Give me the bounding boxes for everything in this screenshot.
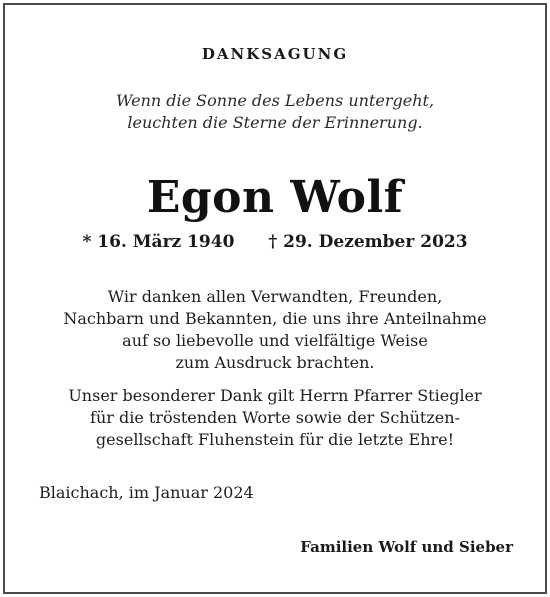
thanks-line: zum Ausdruck brachten. [175,353,375,372]
special-thanks-line: gesellschaft Fluhenstein für die letzte Ehre! [95,430,455,449]
thanks-line: Wir danken allen Verwandten, Freunden, [107,287,443,306]
family-signature: Familien Wolf und Sieber [300,538,513,556]
special-thanks-line: Unser besonderer Dank gilt Herrn Pfarrer Stiegler [68,386,482,405]
deceased-name: Egon Wolf [146,172,404,223]
death-date: † 29. Dezember 2023 [268,232,468,252]
life-dates [0,232,550,252]
quote-line: Wenn die Sonne des Lebens untergeht, [115,91,435,110]
special-thanks-line: für die tröstenden Worte sowie der Schützen- [90,408,460,427]
thanks-line: auf so liebevolle und vielfältige Weise [122,331,428,350]
place-and-date: Blaichach, im Januar 2024 [39,483,254,502]
thanks-paragraph [0,286,550,374]
memorial-quote [0,90,550,134]
special-thanks-paragraph [0,385,550,451]
thanks-line: Nachbarn und Bekannten, die uns ihre Anteilnahme [63,309,487,328]
quote-line: leuchten die Sterne der Erinnerung. [127,113,423,132]
notice-heading: DANKSAGUNG [201,45,349,63]
birth-date: * 16. März 1940 [82,232,235,252]
